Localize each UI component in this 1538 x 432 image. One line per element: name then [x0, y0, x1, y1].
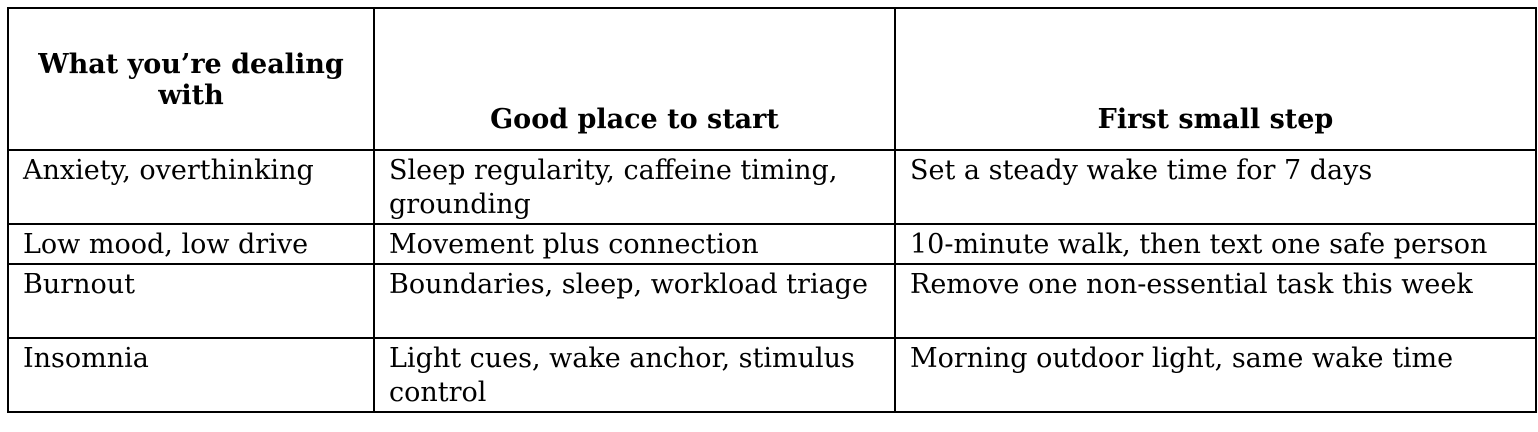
- header-first-small-step: First small step: [895, 8, 1536, 150]
- cell-first-small-step: Remove one non-essential task this week: [895, 264, 1536, 338]
- table-row: [8, 150, 1536, 224]
- cell-first-small-step: Set a steady wake time for 7 days: [895, 150, 1536, 224]
- cell-good-place-to-start: Sleep regularity, caffeine timing, grounding: [374, 150, 895, 224]
- table-row: [8, 264, 1536, 338]
- cell-dealing-with: Insomnia: [8, 338, 374, 412]
- header-dealing-with: What you’re dealing with: [8, 8, 374, 150]
- header-good-place-to-start: Good place to start: [374, 8, 895, 150]
- cell-first-small-step: 10-minute walk, then text one safe person: [895, 224, 1536, 264]
- table-body: [8, 150, 1536, 412]
- table-row: [8, 224, 1536, 264]
- cell-good-place-to-start: Light cues, wake anchor, stimulus control: [374, 338, 895, 412]
- cell-good-place-to-start: Boundaries, sleep, workload triage: [374, 264, 895, 338]
- cell-dealing-with: Low mood, low drive: [8, 224, 374, 264]
- starting-points-table-container: [7, 7, 1535, 413]
- header-row: [8, 8, 1536, 150]
- cell-good-place-to-start: Movement plus connection: [374, 224, 895, 264]
- cell-dealing-with: Anxiety, overthinking: [8, 150, 374, 224]
- table-row: [8, 338, 1536, 412]
- starting-points-table: [7, 7, 1537, 413]
- cell-dealing-with: Burnout: [8, 264, 374, 338]
- cell-first-small-step: Morning outdoor light, same wake time: [895, 338, 1536, 412]
- table-header: [8, 8, 1536, 150]
